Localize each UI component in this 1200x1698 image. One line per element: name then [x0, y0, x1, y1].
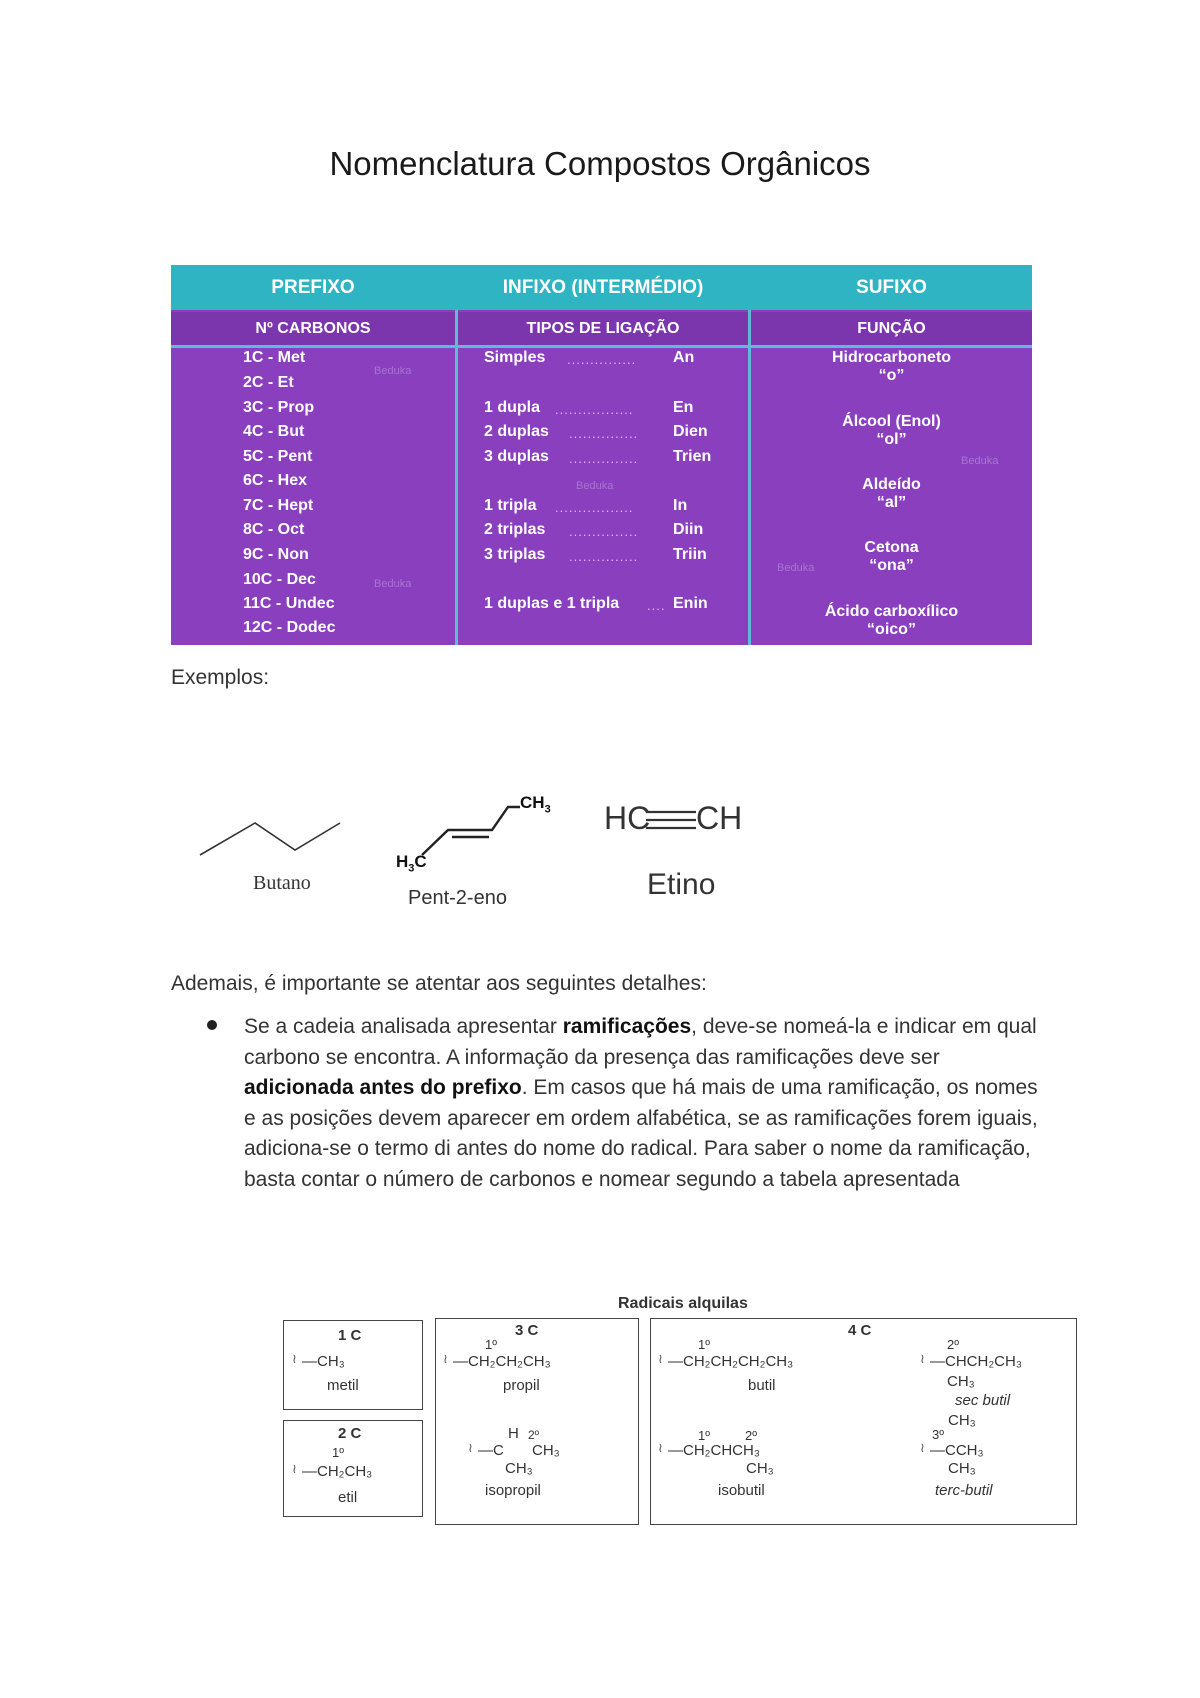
- infix-value: Trien: [673, 448, 712, 465]
- position-label: 3º: [932, 1427, 944, 1442]
- bond-type: 1 duplas e 1 tripla: [484, 595, 620, 612]
- isobutil-formula: —CH₂CHCH₃: [668, 1442, 760, 1459]
- position-label: 2º: [745, 1428, 757, 1443]
- radicals-figure: [280, 1295, 1080, 1535]
- leader-dots: ...............: [569, 426, 639, 441]
- text: Se a cadeia analisada apresentar: [244, 1015, 563, 1038]
- isopropil-ch3-right: CH₃: [532, 1442, 560, 1459]
- sec-ch3: CH₃: [947, 1373, 975, 1390]
- function-name: Aldeído: [862, 476, 921, 493]
- pentene-ch3: [520, 793, 551, 815]
- prefix-item: 12C - Dodec: [243, 619, 336, 636]
- position-label: 2º: [947, 1337, 959, 1352]
- function-name: Álcool (Enol): [842, 413, 941, 430]
- isopropil-c: —C: [478, 1442, 504, 1459]
- terc-name: terc-butil: [935, 1482, 993, 1499]
- radicals-title: Radicais alquilas: [618, 1295, 748, 1312]
- function-suffix: “oico”: [867, 621, 916, 638]
- infix-value: Triin: [673, 546, 707, 563]
- function-suffix: “ol”: [876, 431, 907, 448]
- header-infixo: INFIXO (INTERMÉDIO): [502, 277, 704, 298]
- butil-name: butil: [748, 1377, 776, 1394]
- prefix-item: 3C - Prop: [243, 399, 315, 416]
- pentene-label: Pent-2-eno: [408, 887, 507, 909]
- c-text: C: [414, 852, 427, 871]
- label-3c: 3 C: [515, 1322, 539, 1339]
- subheader-funcao: FUNÇÃO: [751, 312, 1032, 345]
- wavy-bond: ≀: [920, 1440, 925, 1455]
- row-divider: [171, 345, 1032, 348]
- examples-label: Exemplos:: [171, 666, 270, 689]
- butane-structure: [195, 815, 345, 860]
- bond-type: 2 triplas: [484, 521, 546, 538]
- watermark: Beduka: [576, 480, 614, 492]
- bond-type: 2 duplas: [484, 423, 549, 440]
- bold-text: adicionada antes do prefixo: [244, 1076, 522, 1099]
- function-name: Cetona: [864, 539, 919, 556]
- watermark: Beduka: [777, 562, 815, 574]
- leader-dots: .................: [555, 402, 634, 417]
- sec-formula: —CHCH₂CH₃: [930, 1353, 1022, 1370]
- function-suffix: “ona”: [869, 557, 914, 574]
- bond-type: Simples: [484, 349, 546, 366]
- label-2c: 2 C: [338, 1425, 362, 1442]
- function-name: Hidrocarboneto: [831, 349, 952, 366]
- bond-type: 3 duplas: [484, 448, 549, 465]
- leader-dots: ...............: [567, 352, 637, 367]
- butil-formula: —CH₂CH₂CH₂CH₃: [668, 1353, 794, 1370]
- bullet-dot: [207, 1020, 217, 1030]
- subheader-carbonos: Nº CARBONOS: [171, 312, 455, 345]
- etil-name: etil: [338, 1489, 358, 1506]
- propil-name: propil: [503, 1377, 540, 1394]
- function-suffix: “al”: [876, 494, 907, 511]
- position-label: 1º: [698, 1428, 710, 1443]
- wavy-bond: ≀: [658, 1351, 663, 1366]
- subscript: 3: [544, 803, 551, 816]
- infix-value: En: [673, 399, 694, 416]
- bold-text: ramificações: [562, 1015, 692, 1038]
- watermark: Beduka: [961, 455, 999, 467]
- text: , deve-se nomeá-la e indicar em qual carbono se encontra. A informação da presença das ramificações deve ser: [244, 1015, 1037, 1069]
- page-title: Nomenclatura Compostos Orgânicos: [329, 145, 871, 182]
- infix-value: In: [673, 497, 688, 514]
- infix-value: Diin: [673, 521, 704, 538]
- sec-name: sec butil: [955, 1392, 1011, 1409]
- metil-name: metil: [327, 1377, 359, 1394]
- infix-value: Dien: [673, 423, 708, 440]
- terc-ch3-top: CH₃: [948, 1412, 976, 1429]
- leader-dots: ....: [647, 598, 666, 613]
- ch-text: CH: [520, 793, 545, 812]
- bond-type: 3 triplas: [484, 546, 546, 563]
- text: . Em casos que há mais de uma ramificação, os nomes e as posições devem aparecer em ordem alfabética, se as ramificações forem iguais, adiciona-se o termo di antes do nome do radical. Para saber o nome da ramificação, basta contar o número de carbonos e nomear segundo a tabela apresentada: [244, 1076, 1038, 1191]
- triple-bond: [646, 808, 696, 832]
- ethyne-hc: HC: [604, 800, 651, 836]
- prefix-item: 4C - But: [243, 423, 305, 440]
- terc-formula: —CCH₃: [930, 1442, 984, 1459]
- bullet-paragraph: [244, 1012, 1044, 1195]
- isopropil-h: H: [508, 1425, 519, 1442]
- infix-value: An: [673, 349, 695, 366]
- wavy-bond: ≀: [468, 1440, 473, 1455]
- nomenclature-table: [171, 265, 1032, 645]
- prefix-item: 2C - Et: [243, 374, 294, 391]
- watermark: Beduka: [374, 365, 412, 377]
- leader-dots: ...............: [569, 524, 639, 539]
- prefix-item: 8C - Oct: [243, 521, 305, 538]
- leader-dots: .................: [555, 500, 634, 515]
- etil-formula: —CH₂CH₃: [302, 1463, 373, 1480]
- prefix-item: 1C - Met: [243, 349, 306, 366]
- function-name: Ácido carboxílico: [824, 603, 959, 620]
- prefix-item: 6C - Hex: [243, 472, 308, 489]
- ethyne-label: Etino: [647, 868, 716, 901]
- subscript: 3: [408, 862, 415, 875]
- position-label: 2º: [528, 1428, 540, 1442]
- h-text: H: [396, 852, 409, 871]
- wavy-bond: ≀: [292, 1351, 297, 1366]
- isobutil-name: isobutil: [718, 1482, 765, 1499]
- function-suffix: “o”: [878, 367, 905, 384]
- pentene-h3c: [396, 852, 427, 874]
- position-label: 1º: [698, 1337, 710, 1352]
- butane-label: Butano: [253, 872, 311, 894]
- infix-value: Enin: [673, 595, 708, 612]
- label-4c: 4 C: [848, 1322, 872, 1339]
- header-sufixo: SUFIXO: [856, 277, 927, 298]
- header-prefixo: PREFIXO: [271, 277, 355, 298]
- bond-type: 1 tripla: [484, 497, 537, 514]
- prefix-item: 7C - Hept: [243, 497, 314, 514]
- subheader-ligacao: TIPOS DE LIGAÇÃO: [458, 312, 748, 345]
- column-divider: [455, 310, 458, 645]
- box-4c: [650, 1318, 1077, 1525]
- isopropil-ch3-bottom: CH₃: [505, 1460, 533, 1477]
- wavy-bond: ≀: [658, 1440, 663, 1455]
- terc-ch3-bottom: CH₃: [948, 1460, 976, 1477]
- ethyne-ch: CH: [696, 800, 743, 836]
- prefix-item: 10C - Dec: [243, 571, 316, 588]
- wavy-bond: ≀: [292, 1461, 297, 1476]
- label-1c: 1 C: [338, 1327, 362, 1344]
- wavy-bond: ≀: [920, 1351, 925, 1366]
- isobutil-ch3: CH₃: [746, 1460, 774, 1477]
- leader-dots: ...............: [569, 451, 639, 466]
- propil-formula: —CH₂CH₂CH₃: [453, 1353, 551, 1370]
- position-label: 1º: [485, 1337, 497, 1352]
- bond-type: 1 dupla: [484, 399, 541, 416]
- prefix-item: 5C - Pent: [243, 448, 313, 465]
- watermark: Beduka: [374, 578, 412, 590]
- prefix-item: 9C - Non: [243, 546, 309, 563]
- metil-formula: —CH₃: [302, 1353, 345, 1370]
- position-label: 1º: [332, 1445, 344, 1460]
- intro-text: Ademais, é importante se atentar aos seguintes detalhes:: [171, 972, 707, 995]
- leader-dots: ...............: [569, 549, 639, 564]
- wavy-bond: ≀: [443, 1351, 448, 1366]
- pentene-structure: [410, 795, 520, 860]
- isopropil-name: isopropil: [485, 1482, 541, 1499]
- prefix-item: 11C - Undec: [243, 595, 335, 612]
